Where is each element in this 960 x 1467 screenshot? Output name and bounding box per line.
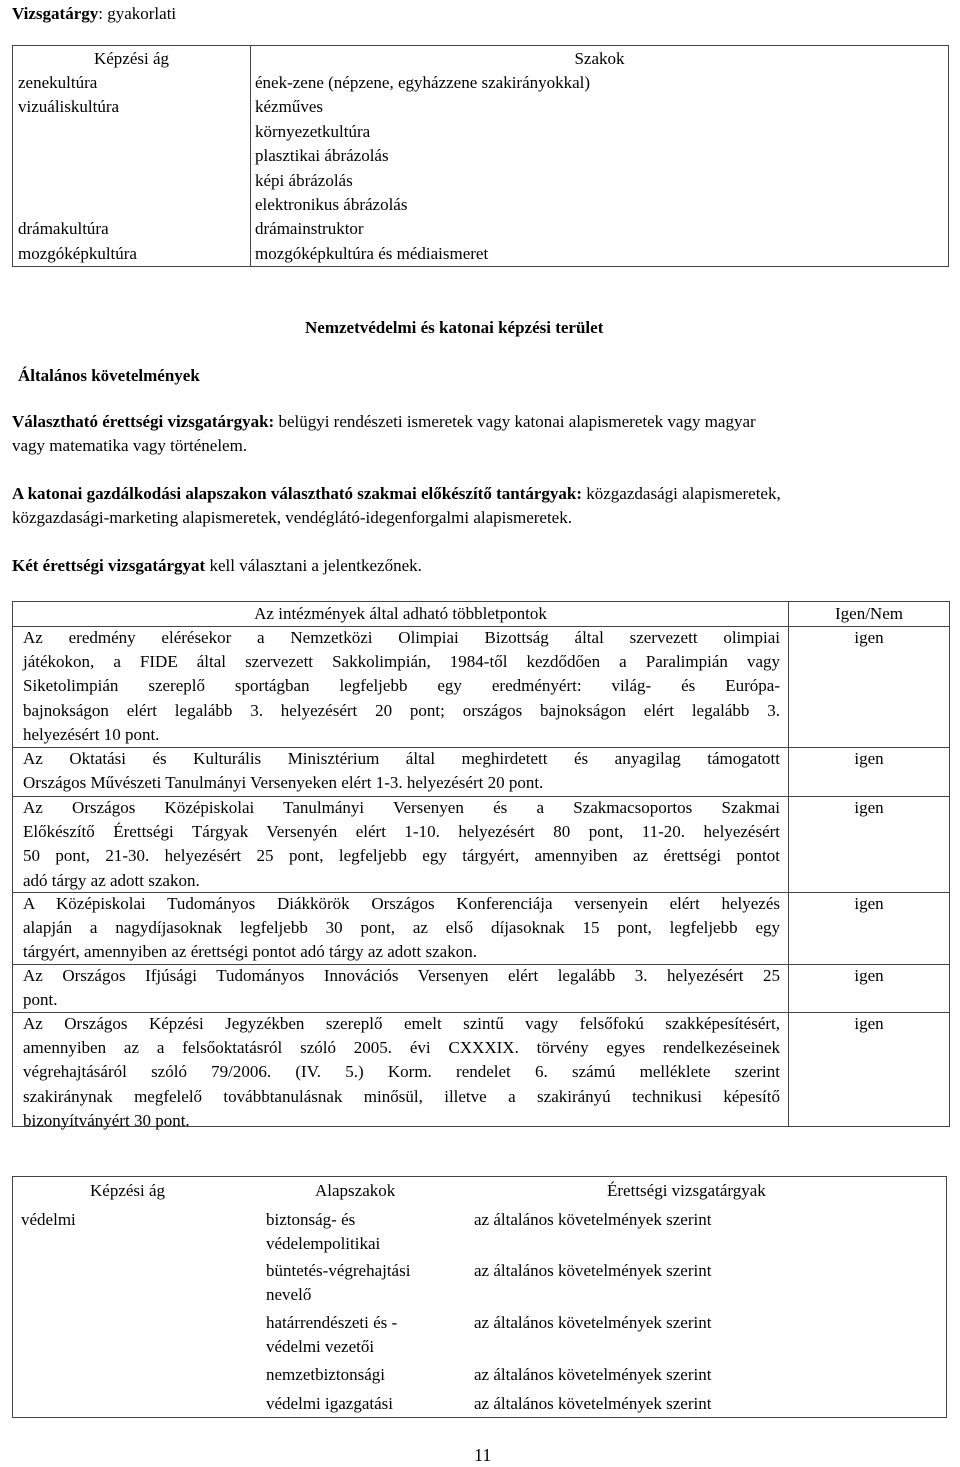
major-line: védelmi vezetői bbox=[266, 1337, 375, 1356]
branch-cell: zenekultúra bbox=[18, 73, 98, 92]
major-line: védelempolitikai bbox=[266, 1234, 381, 1253]
row-line: A Középiskolai Tudományos Diákkörök Országos Konferenciája versenyein elért helyezés bbox=[23, 894, 780, 913]
major-cell: kézműves bbox=[255, 97, 323, 117]
table-row bbox=[266, 1208, 380, 1256]
table-row bbox=[266, 1311, 397, 1359]
requirement-cell: az általános követelmények szerint bbox=[474, 1365, 712, 1384]
yes-no-header: Igen/Nem bbox=[835, 604, 903, 623]
branch-header: Képzési ág bbox=[93, 49, 170, 68]
para-text: közgazdasági alapismeretek, bbox=[586, 484, 781, 503]
major-cell: környezetkultúra bbox=[255, 121, 371, 141]
answer-cell: igen bbox=[854, 894, 884, 913]
major-line: védelmi igazgatási bbox=[266, 1394, 393, 1413]
row-line: Az Országos Ifjúsági Tudományos Innovációs Versenyen elért legalább 3. helyezésért 25 bbox=[23, 966, 780, 985]
branch-cell bbox=[13, 169, 250, 193]
major-cell: drámainstruktor bbox=[255, 219, 364, 239]
answer-cell: igen bbox=[854, 749, 884, 768]
defense-majors-table bbox=[12, 1176, 947, 1418]
table-row bbox=[23, 892, 780, 965]
answer-cell: igen bbox=[854, 966, 884, 985]
major-line: határrendészeti és - bbox=[266, 1313, 398, 1332]
branch-cell: védelmi bbox=[21, 1210, 76, 1229]
table-row bbox=[266, 1363, 385, 1387]
row-line: bajnokságon elért legalább 3. helyezésért 20 pont; országos bajnokságon elért legalább 3. bbox=[23, 700, 780, 720]
branch-cell bbox=[13, 144, 250, 168]
branch-cell bbox=[13, 120, 250, 144]
branch-header: Képzési ág bbox=[90, 1181, 166, 1200]
branch-cell: drámakultúra bbox=[18, 219, 109, 239]
para-text: közgazdasági-marketing alapismeretek, vendéglátó-idegenforgalmi alapismeretek. bbox=[12, 508, 572, 527]
row-line: Országos Művészeti Tanulmányi Versenyeken elért 1-3. helyezésért 20 pont. bbox=[23, 773, 544, 793]
requirement-cell: az általános követelmények szerint bbox=[474, 1394, 712, 1413]
page-number: 11 bbox=[474, 1445, 492, 1465]
row-line: 50 pont, 21-30. helyezésért 25 pont, legfeljebb egy tárgyért, amennyiben az érettségi pontot bbox=[23, 846, 780, 866]
para-text: vagy matematika vagy történelem. bbox=[12, 436, 248, 455]
para-bold-label: Választható érettségi vizsgatárgyak: bbox=[12, 412, 275, 431]
row-line: játékokon, a FIDE által szervezett Sakkolimpián, 1984-től kezdődően a Paralimpián vagy bbox=[23, 652, 780, 672]
requirement-cell: az általános követelmények szerint bbox=[474, 1210, 712, 1229]
branch-column bbox=[13, 47, 250, 266]
row-line: tárgyért, amennyiben az érettségi pontot adó tárgy az adott szakon. bbox=[23, 942, 477, 962]
requirement-cell: az általános követelmények szerint bbox=[474, 1261, 712, 1280]
row-line: helyezésért 10 pont. bbox=[23, 724, 160, 744]
major-cell: elektronikus ábrázolás bbox=[255, 194, 408, 214]
requirement-cell: az általános követelmények szerint bbox=[474, 1313, 712, 1332]
extra-points-header: Az intézmények által adható többletpontok bbox=[254, 604, 547, 623]
row-line: pont. bbox=[23, 990, 58, 1010]
major-cell: képi ábrázolás bbox=[255, 170, 353, 190]
answer-cell: igen bbox=[854, 1014, 884, 1033]
para-text: kell választani a jelentkezőnek. bbox=[209, 556, 422, 575]
row-line: bizonyítványért 30 pont. bbox=[23, 1110, 190, 1130]
exam-subject-value: : gyakorlati bbox=[98, 4, 177, 23]
table-divider bbox=[788, 602, 789, 1126]
row-line: adó tárgy az adott szakon. bbox=[23, 870, 200, 890]
table-row bbox=[23, 626, 780, 747]
answer-cell: igen bbox=[854, 628, 884, 647]
major-cell: plasztikai ábrázolás bbox=[255, 146, 389, 166]
extra-points-table bbox=[12, 601, 950, 1130]
major-line: biztonság- és bbox=[266, 1210, 356, 1229]
majors-table bbox=[12, 45, 949, 267]
para-bold-label: Két érettségi vizsgatárgyat bbox=[12, 556, 206, 575]
branch-cell: mozgóképkultúra bbox=[18, 243, 137, 263]
para-bold-label: A katonai gazdálkodási alapszakon választható szakmai előkészítő tantárgyak: bbox=[12, 484, 583, 503]
row-line: Siketolimpián szereplő sportágban legfeljebb egy eredményért: világ- és Európa- bbox=[23, 676, 780, 696]
row-line: Az Országos Képzési Jegyzékben szereplő emelt szintű vagy felsőfokú szakképesítésért, bbox=[23, 1014, 780, 1033]
general-requirements-heading: Általános követelmények bbox=[18, 366, 200, 385]
section-heading: Nemzetvédelmi és katonai képzési terület bbox=[305, 318, 604, 337]
branch-cell bbox=[13, 193, 250, 217]
row-line: alapján a nagydíjasoknak legfeljebb 30 pont, az első díjasoknak 15 pont, legfeljebb egy bbox=[23, 918, 780, 938]
exam-subjects-header: Érettségi vizsgatárgyak bbox=[607, 1181, 766, 1200]
answer-cell: igen bbox=[854, 798, 884, 817]
majors-column bbox=[251, 47, 948, 266]
preparatory-subjects-paragraph bbox=[12, 482, 959, 530]
row-line: végrehajtásáról szóló 79/2006. (IV. 5.) Korm. rendelet 6. számú melléklete szerint bbox=[23, 1062, 780, 1082]
major-line: büntetés-végrehajtási bbox=[266, 1261, 411, 1280]
major-cell: mozgóképkultúra és médiaismeret bbox=[255, 243, 489, 263]
row-line: Az Oktatási és Kulturális Minisztérium által meghirdetett és anyagilag támogatott bbox=[23, 749, 780, 768]
major-line: nevelő bbox=[266, 1285, 312, 1304]
para-text: belügyi rendészeti ismeretek vagy katonai alapismeretek vagy magyar bbox=[278, 412, 756, 431]
table-row bbox=[266, 1259, 410, 1307]
major-line: nemzetbiztonsági bbox=[266, 1365, 385, 1384]
row-line: szakiránynak megfelelő továbbtanulásnak minősül, illetve a szakirányú technikusi képesítő bbox=[23, 1086, 780, 1106]
row-line: Az Országos Középiskolai Tanulmányi Versenyen és a Szakmacsoportos Szakmai bbox=[23, 798, 780, 817]
table-row bbox=[23, 964, 780, 1012]
elective-subjects-paragraph bbox=[12, 410, 959, 458]
row-line: amennyiben az a felsőoktatásról szóló 2005. évi CXXXIX. törvény egyes rendelkezéseinek bbox=[23, 1038, 780, 1058]
table-row bbox=[23, 1012, 780, 1133]
row-line: Az eredmény elérésekor a Nemzetközi Olimpiai Bizottság által szervezett olimpiai bbox=[23, 628, 780, 647]
table-row bbox=[23, 796, 780, 893]
bachelor-header: Alapszakok bbox=[315, 1181, 396, 1200]
majors-header: Szakok bbox=[574, 49, 625, 68]
exam-subject-label: Vizsgatárgy bbox=[12, 4, 99, 23]
major-cell: ének-zene (népzene, egyházzene szakirányokkal) bbox=[255, 73, 591, 92]
exam-subject-line bbox=[12, 2, 176, 26]
branch-cell: vizuáliskultúra bbox=[18, 97, 120, 117]
table-row bbox=[266, 1392, 393, 1416]
two-subjects-paragraph bbox=[12, 554, 959, 578]
table-row bbox=[23, 747, 780, 795]
row-line: Előkészítő Érettségi Tárgyak Versenyén elért 1-10. helyezésért 80 pont, 11-20. helyezésért bbox=[23, 822, 780, 842]
